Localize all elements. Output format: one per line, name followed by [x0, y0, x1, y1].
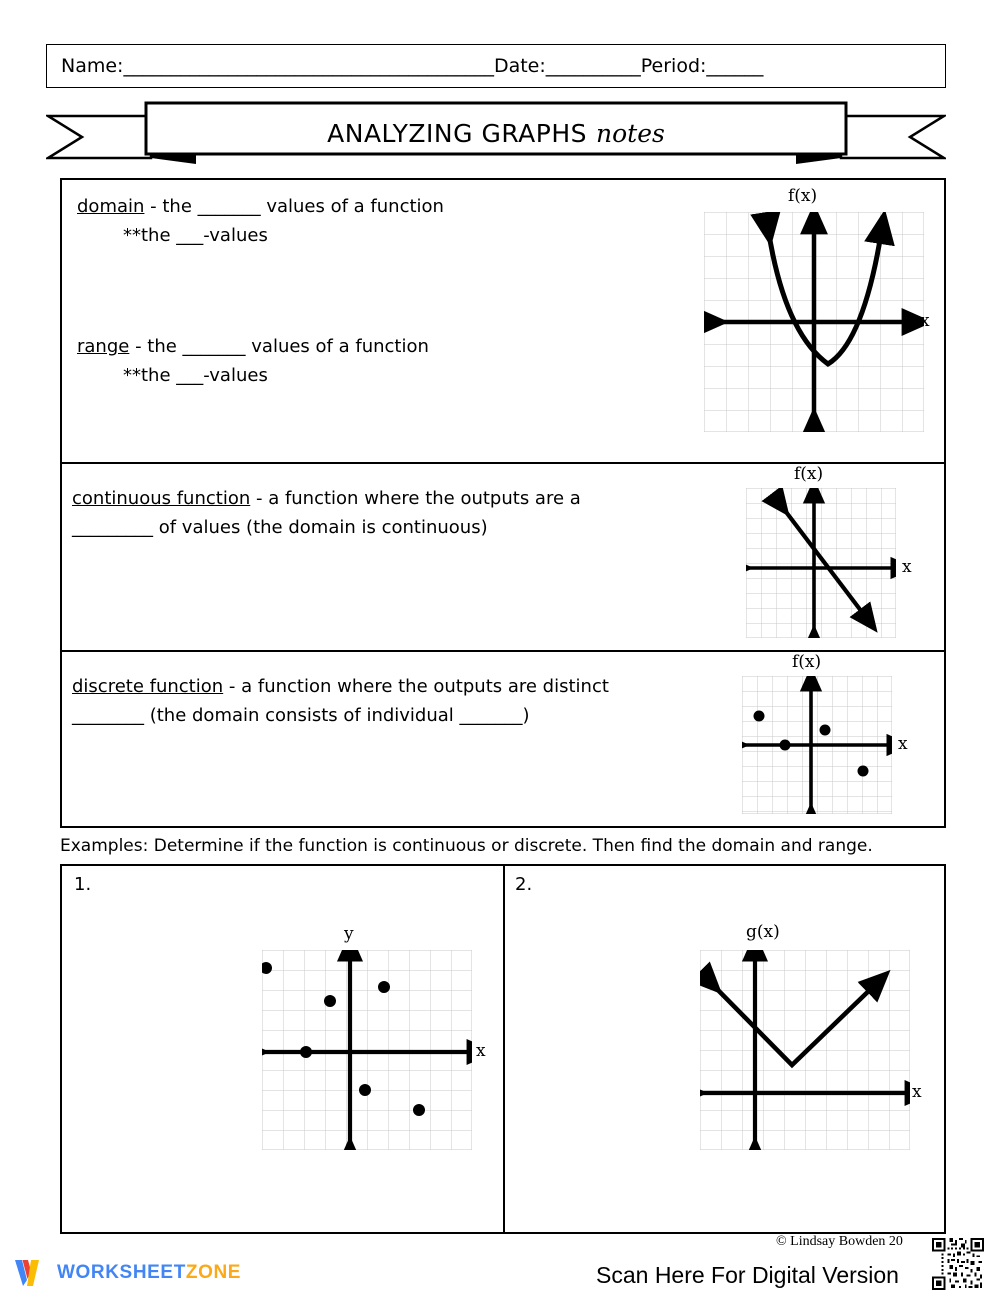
banner-title-main: ANALYZING GRAPHS	[327, 118, 588, 148]
scan-here-text: Scan Here For Digital Version	[596, 1262, 899, 1288]
y-axis-label: f(x)	[794, 464, 824, 484]
data-point	[820, 725, 831, 736]
x-axis-label: x	[902, 557, 912, 577]
example-2-graph	[700, 922, 922, 1150]
copyright-text: © Lindsay Bowden 20	[776, 1234, 903, 1249]
data-point	[324, 995, 336, 1007]
name-date-period-text: Name:_______________________________________Date:__________Period:______	[61, 54, 764, 77]
data-point	[754, 711, 765, 722]
definition-continuous-line1: - a function where the outputs are a	[250, 488, 581, 509]
data-point	[359, 1084, 371, 1096]
definition-range-term: range	[77, 336, 130, 357]
x-axis-label: x	[476, 1041, 486, 1061]
data-point	[378, 981, 390, 993]
parabola-graph	[704, 186, 930, 432]
definition-discrete-line1: - a function where the outputs are distinct	[223, 676, 609, 697]
y-axis-label: y	[344, 924, 354, 944]
worksheetzone-wordmark	[57, 1262, 241, 1284]
definition-continuous-term: continuous function	[72, 488, 251, 509]
definition-continuous	[72, 484, 581, 542]
definition-range	[77, 332, 429, 390]
y-axis-label: g(x)	[746, 922, 780, 942]
definition-domain-line1: - the _______ values of a function	[144, 196, 444, 217]
definition-domain	[77, 192, 444, 250]
data-point	[413, 1104, 425, 1116]
examples-instruction: Examples: Determine if the function is continuous or discrete. Then find the domain and range.	[60, 836, 873, 856]
data-point	[300, 1046, 312, 1058]
x-axis-label: x	[898, 734, 908, 754]
example-2-number: 2.	[515, 874, 533, 895]
definition-domain-line2: **the ___-values	[123, 225, 268, 246]
x-axis-label: x	[920, 311, 930, 331]
name-date-period-bar	[46, 44, 946, 88]
x-axis-label: x	[912, 1082, 922, 1102]
logo-word-worksheet: WORKSHEET	[57, 1262, 186, 1283]
banner-title-script: notes	[596, 118, 665, 148]
definition-discrete-term: discrete function	[72, 676, 224, 697]
worksheetzone-mark-icon	[14, 1258, 48, 1288]
example-1-number: 1.	[74, 874, 92, 895]
definition-discrete	[72, 672, 609, 730]
continuous-line-graph	[746, 464, 912, 638]
title-banner	[46, 100, 946, 166]
definition-domain-term: domain	[77, 196, 145, 217]
definition-range-line2: **the ___-values	[123, 365, 268, 386]
data-point	[858, 766, 869, 777]
definition-continuous-line2: _________ of values (the domain is continuous)	[72, 517, 488, 538]
qr-code[interactable]	[930, 1236, 986, 1292]
logo-word-zone: ZONE	[185, 1262, 242, 1283]
definition-range-line1: - the _______ values of a function	[129, 336, 429, 357]
examples-divider	[503, 866, 505, 1232]
worksheetzone-logo[interactable]	[14, 1258, 241, 1288]
definition-discrete-line2: ________ (the domain consists of individual _______)	[72, 705, 530, 726]
data-point	[780, 740, 791, 751]
qr-code-image	[930, 1236, 986, 1292]
banner-ribbon-shape	[46, 100, 946, 166]
discrete-points-graph	[742, 652, 908, 814]
y-axis-label: f(x)	[788, 186, 818, 206]
example-1-graph	[262, 924, 486, 1150]
y-axis-label: f(x)	[792, 652, 822, 672]
